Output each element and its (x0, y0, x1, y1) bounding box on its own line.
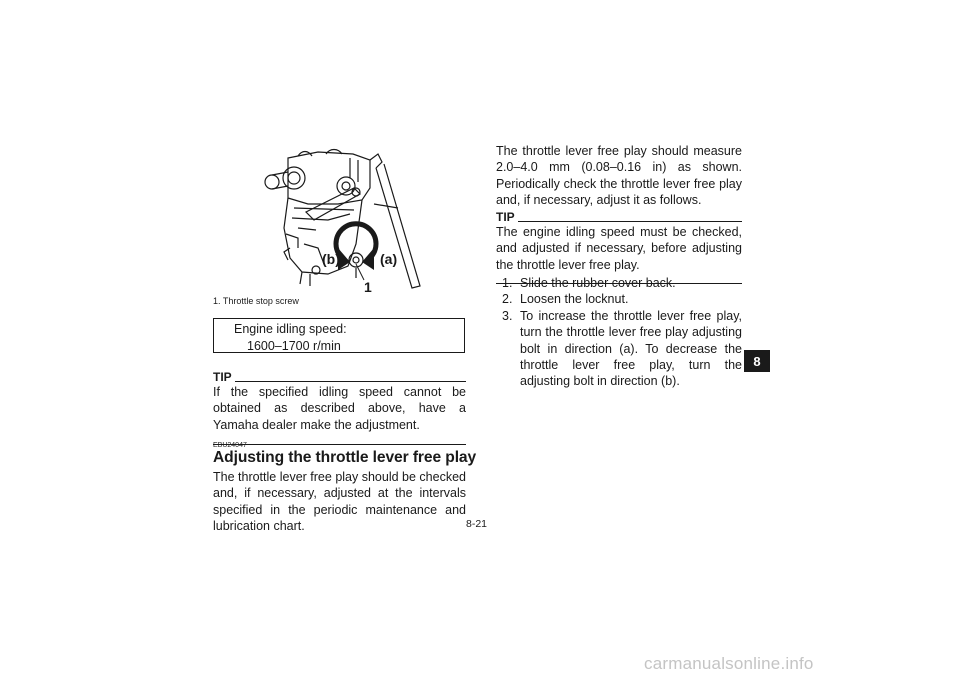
step-number: 1. (502, 276, 513, 290)
page-number: 8-21 (466, 518, 488, 530)
tip-heading-text: TIP (213, 370, 232, 384)
callout-b-label: (b) (322, 251, 340, 267)
tip-text: The engine idling speed must be checked, and adjusted if necessary, before adjusting the throttle lever free play. (496, 225, 742, 272)
tip-block-idling (213, 370, 466, 445)
tip-rule (235, 381, 466, 382)
tip-heading-text: TIP (496, 210, 515, 224)
figure-caption: 1. Throttle stop screw (213, 296, 299, 306)
tip-end-rule (213, 444, 466, 445)
chapter-tab: 8 (744, 350, 770, 372)
list-item (502, 291, 742, 307)
adjustment-steps-list (502, 275, 742, 390)
section-intro: The throttle lever free play should be checked and, if necessary, adjusted at the intervals specified in the periodic maintenance and lubrication chart. (213, 470, 466, 534)
tip-text: If the specified idling speed cannot be obtained as described above, have a Yamaha dealer make the adjustment. (213, 385, 466, 432)
throttle-stop-screw-illustration (258, 148, 430, 294)
tip-heading (213, 370, 466, 384)
list-item (502, 275, 742, 291)
callout-1-label: 1 (364, 279, 372, 295)
tip-heading (496, 210, 742, 224)
tip-block-free-play (496, 210, 742, 284)
step-text: To increase the throttle lever free play, turn the throttle lever free play adjusting bolt in direction (a). To decrease the throttle lever free play, turn the adjusting bolt in direction (b). (520, 308, 742, 389)
section-title: Adjusting the throttle lever free play (213, 449, 477, 466)
idling-speed-spec-box (213, 318, 465, 353)
step-number: 3. (502, 308, 513, 323)
step-number: 2. (502, 292, 513, 307)
tip-rule (518, 221, 742, 222)
step-text: Slide the rubber cover back. (520, 276, 676, 290)
list-item (502, 308, 742, 390)
free-play-intro: The throttle lever free play should measure 2.0–4.0 mm (0.08–0.16 in) as shown. Periodically check the throttle lever free play and, if necessary, adjust it as follows. (496, 144, 742, 208)
section-code: EBU24047 (213, 442, 247, 449)
step-text: Loosen the locknut. (520, 292, 629, 307)
callout-a-label: (a) (380, 251, 398, 267)
watermark[interactable]: carmanualsonline.info (644, 654, 814, 673)
spec-value: 1600–1700 r/min (247, 339, 341, 353)
spec-label: Engine idling speed: (234, 322, 347, 336)
